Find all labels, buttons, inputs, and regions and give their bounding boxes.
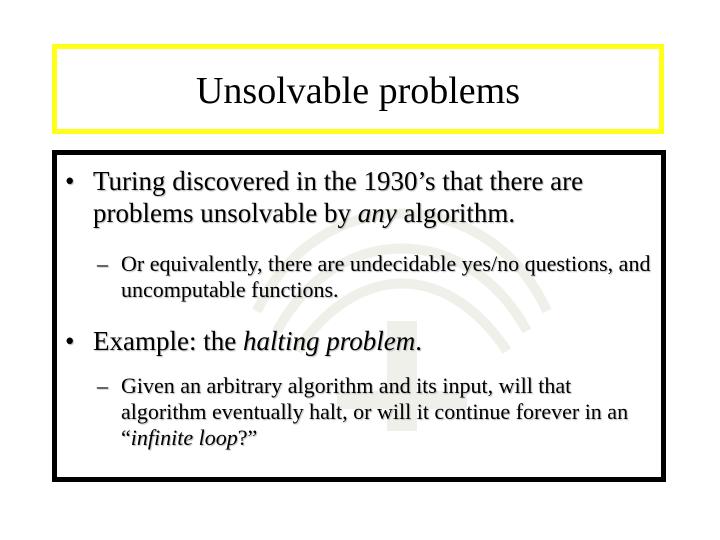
sub-bullet-marker: –: [97, 251, 108, 276]
sub-bullet-2-text: [121, 373, 657, 451]
sub-bullet-2-text-after: ?”: [237, 425, 258, 450]
bullet-2-text: [93, 325, 655, 357]
bullet-2-emphasis: halting problem: [242, 326, 416, 356]
bullet-1: [65, 165, 655, 229]
title-box: [52, 44, 664, 134]
sub-bullet-1: [97, 251, 657, 303]
bullet-marker: •: [65, 326, 75, 356]
bullet-1-text-after: algorithm.: [396, 198, 516, 228]
sub-bullet-2: [97, 373, 657, 451]
bullet-2: [65, 325, 655, 357]
bullet-list: [57, 155, 661, 477]
bullet-2-text-before: Example: the: [93, 326, 243, 356]
sub-bullet-2-text-before: Given an arbitrary algorithm and its input, will that algorithm eventually halt, or will it continue forever in an “: [121, 373, 629, 450]
sub-bullet-marker: –: [97, 373, 108, 398]
sub-bullet-1-text: Or equivalently, there are undecidable yes/no questions, and uncomputable functions.: [121, 251, 651, 302]
bullet-2-text-after: .: [415, 326, 422, 356]
bullet-marker: •: [65, 166, 75, 196]
slide-title: Unsolvable problems: [195, 70, 520, 112]
bullet-1-text: [93, 165, 655, 229]
bullet-1-text-before: Turing discovered in the 1930’s that there are problems unsolvable by: [93, 166, 584, 228]
bullet-1-emphasis: any: [357, 198, 397, 228]
sub-bullet-2-emphasis: infinite loop: [130, 425, 238, 450]
content-box: [52, 150, 666, 482]
